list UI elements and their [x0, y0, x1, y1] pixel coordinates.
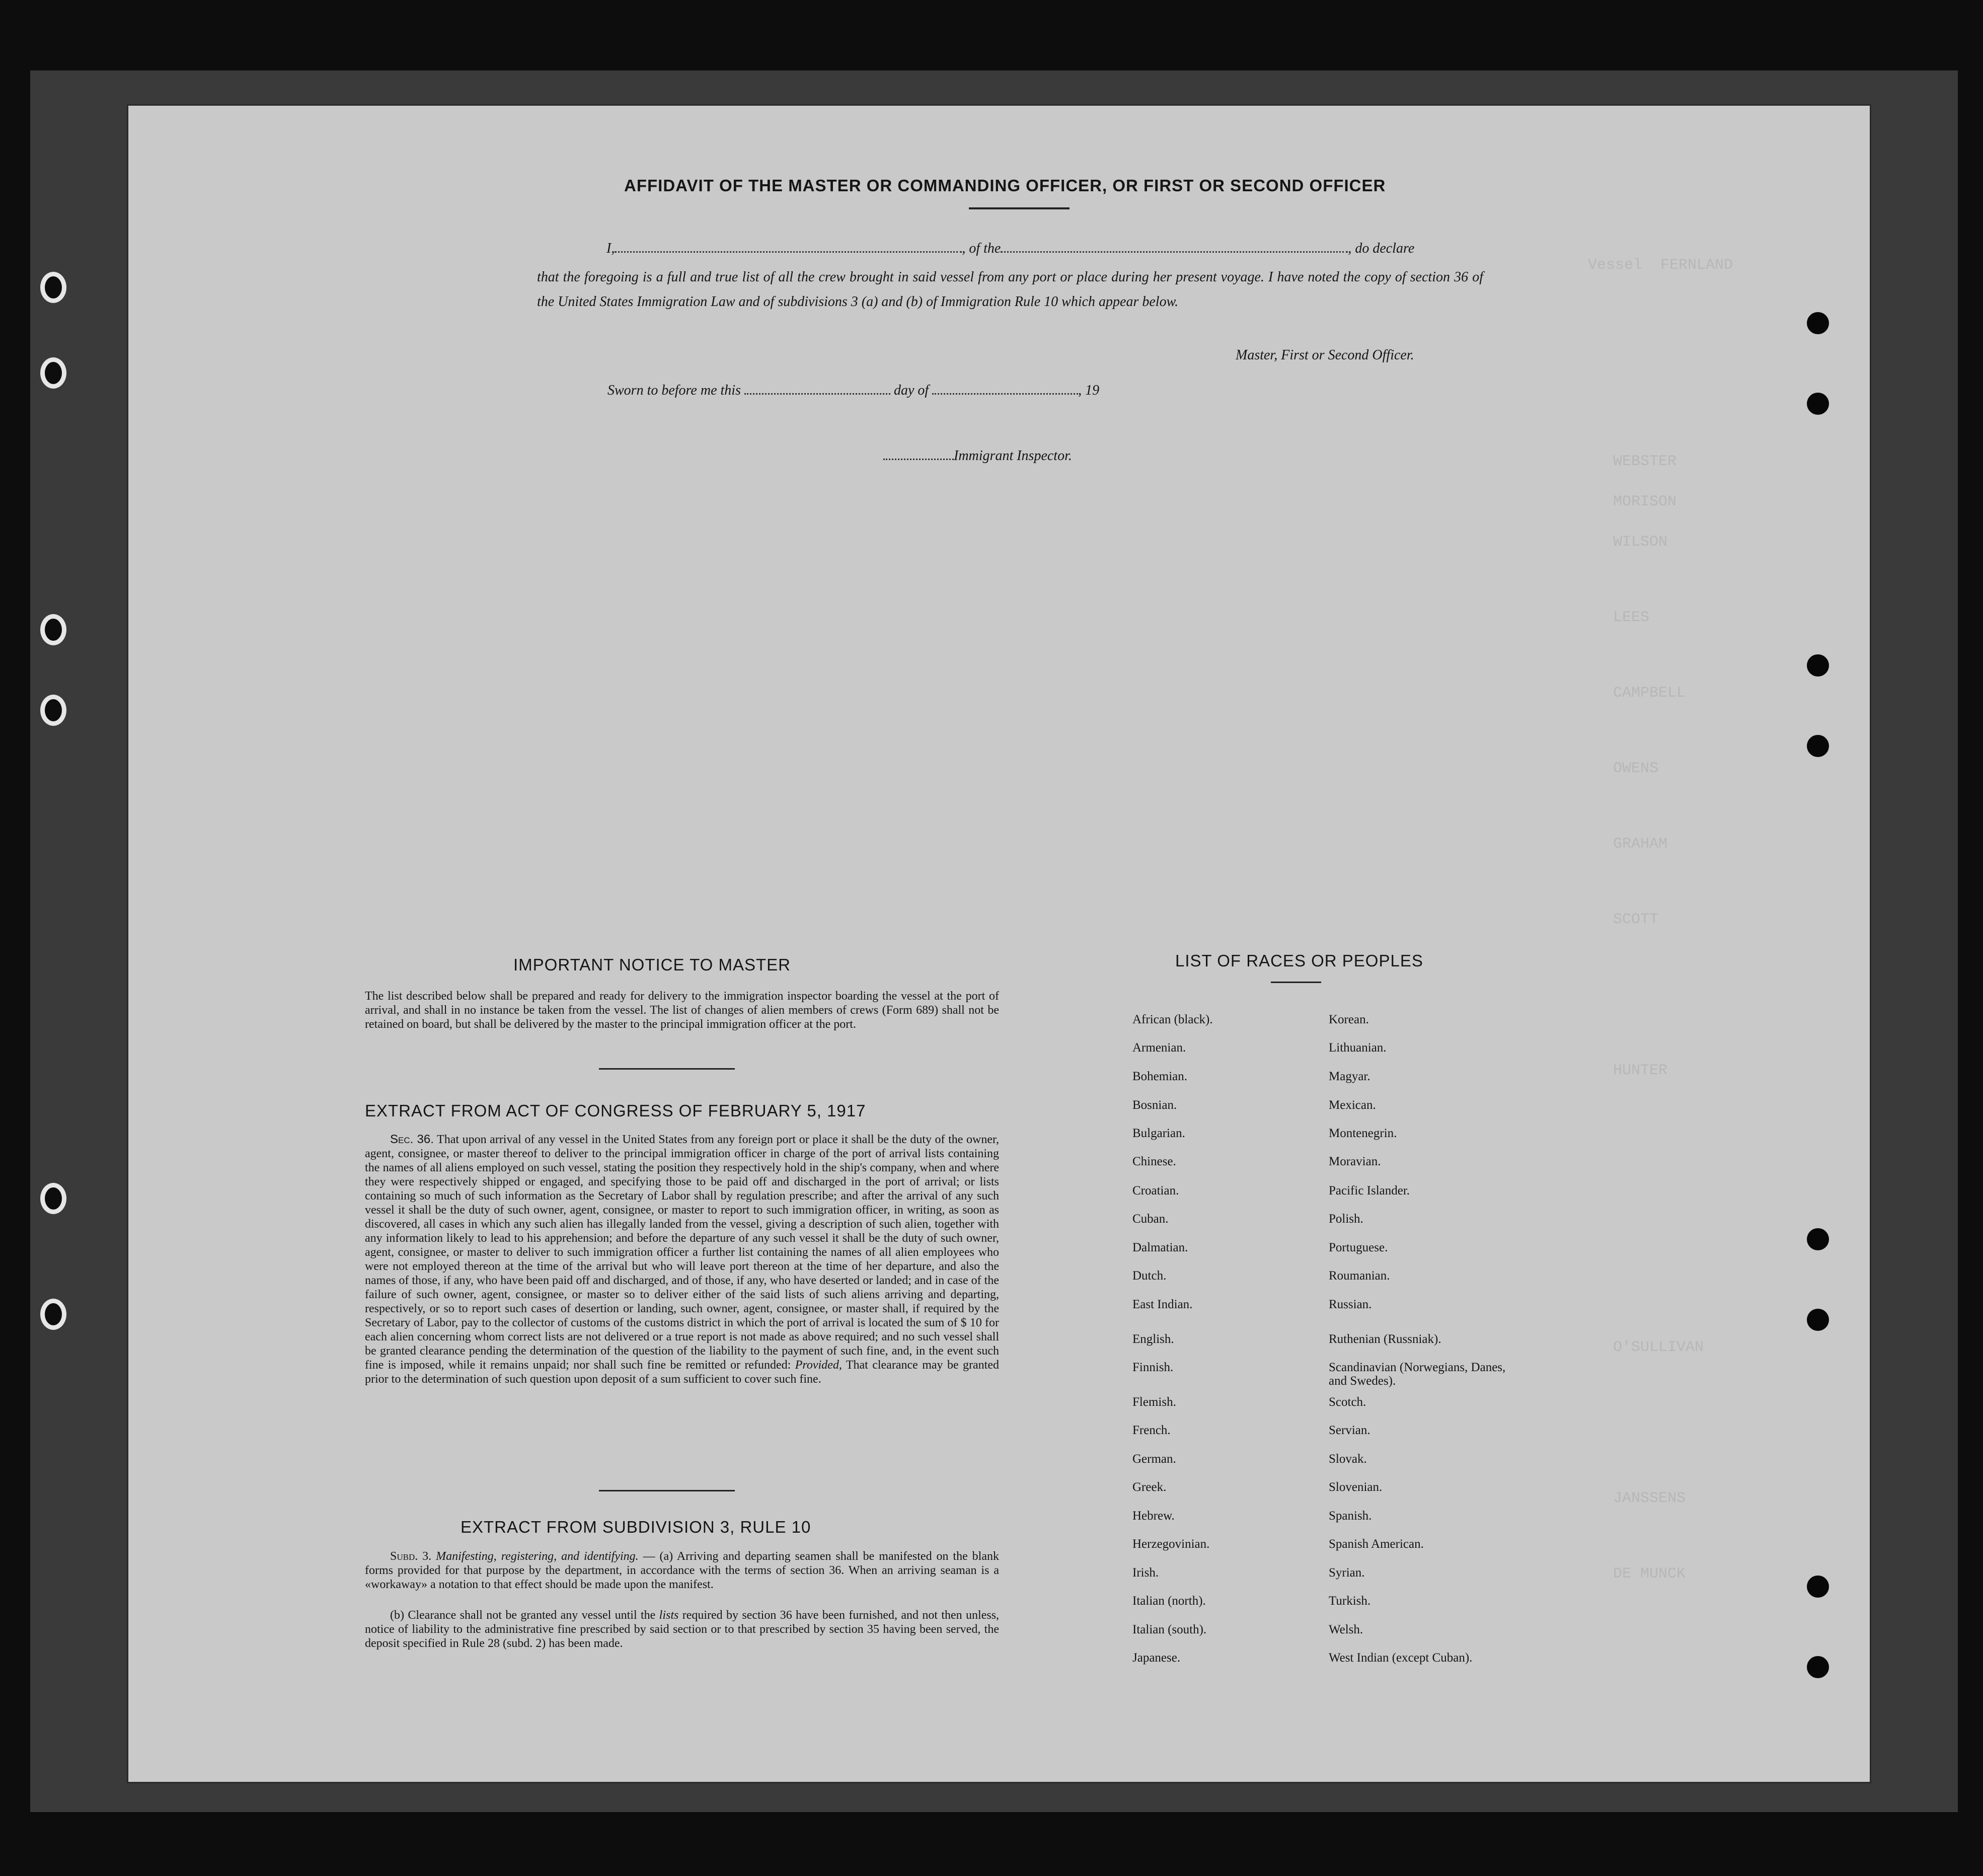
race-item: Scotch. — [1329, 1395, 1366, 1409]
part-b-text-end: required by section 36 have been furnished, and not then unless, notice of liability to the administrative fine prescribed by said section or to that prescribed by section 35 having been served, the deposit specified in Rule 28 (subd. 2) has been made. — [365, 1609, 1000, 1650]
bleed-through: Vessel FERNLAND — [1588, 257, 1733, 274]
race-item: Slovak. — [1329, 1452, 1367, 1466]
race-item: Italian (south). — [1132, 1623, 1207, 1636]
sworn-label: Sworn to before me this — [607, 383, 741, 398]
rule-part-b — [365, 1608, 999, 1650]
binder-hole — [40, 614, 66, 645]
part-a-text: Arriving and departing seamen shall be manifested on the blank forms provided for that purpose by the department, in accordance with the terms of section 36. When an arriving seaman is a «workaway» a notation to that effect should be made upon the manifest. — [365, 1550, 1000, 1591]
bleed-through: WILSON — [1613, 534, 1668, 551]
document-page — [128, 106, 1870, 1782]
declare-label: , do declare — [1348, 241, 1415, 256]
sworn-day-field[interactable] — [744, 390, 890, 395]
punch-mark — [1807, 1309, 1829, 1331]
sworn-month-field[interactable] — [932, 390, 1078, 395]
bleed-through: MORISON — [1613, 493, 1677, 510]
notice-text: The list described below shall be prepared and ready for delivery to the immigration inspector boarding the vessel at the port of arrival, and shall in no instance be taken from the vessel. The list of changes of alien members of crews (Form 689) shall not be retained on board, but shall be delivered by the master to the principal immigration officer at the port. — [365, 990, 999, 1031]
race-item: French. — [1132, 1423, 1171, 1437]
bleed-through: GRAHAM — [1613, 836, 1668, 853]
punch-mark — [1807, 312, 1829, 334]
race-item: Croatian. — [1132, 1184, 1179, 1197]
race-item: Armenian. — [1132, 1041, 1186, 1055]
race-item: Lithuanian. — [1329, 1041, 1387, 1055]
race-item: Dalmatian. — [1132, 1241, 1188, 1254]
part-b-lists: lists — [659, 1609, 679, 1622]
race-item: Flemish. — [1132, 1395, 1176, 1409]
act-divider — [599, 1490, 735, 1491]
race-item: Syrian. — [1329, 1566, 1365, 1580]
race-item: Dutch. — [1132, 1269, 1167, 1283]
rule-heading: EXTRACT FROM SUBDIVISION 3, RULE 10 — [461, 1518, 811, 1536]
binder-hole — [40, 357, 66, 389]
declarant-label: I, — [606, 241, 615, 256]
declarant-name-field[interactable] — [615, 248, 962, 253]
affidavit-title: AFFIDAVIT OF THE MASTER OR COMMANDING OFFICER, OR FIRST OR SECOND OFFICER — [624, 176, 1386, 195]
notice-divider — [599, 1068, 735, 1070]
race-item: Italian (north). — [1132, 1594, 1206, 1608]
part-b-label: (b) — [390, 1609, 404, 1622]
race-item: Japanese. — [1132, 1651, 1181, 1665]
race-item: Bohemian. — [1132, 1070, 1188, 1083]
act-text — [365, 1133, 999, 1386]
inspector-line — [883, 448, 1072, 464]
race-item: Mexican. — [1329, 1098, 1376, 1112]
race-item: Russian. — [1329, 1298, 1372, 1311]
year-label: , 19 — [1078, 383, 1100, 398]
race-item: Irish. — [1132, 1566, 1159, 1580]
race-item: Korean. — [1329, 1013, 1369, 1026]
punch-mark — [1807, 1575, 1829, 1598]
section-label: Sec. 36. — [390, 1133, 434, 1146]
inspector-label: Immigrant Inspector. — [954, 448, 1072, 464]
punch-mark — [1807, 1656, 1829, 1678]
race-item: Turkish. — [1329, 1594, 1371, 1608]
subd-label: Subd. 3. — [390, 1550, 432, 1563]
inspector-signature-field[interactable] — [883, 456, 954, 460]
race-item: English. — [1132, 1332, 1174, 1346]
bleed-through: WEBSTER — [1613, 453, 1677, 470]
bleed-through: DE MUNCK — [1613, 1565, 1686, 1583]
race-item: Bosnian. — [1132, 1098, 1177, 1112]
day-of-label: day of — [893, 383, 929, 398]
signature-label: Master, First or Second Officer. — [1236, 347, 1414, 363]
sworn-line — [607, 383, 1099, 399]
race-item: Moravian. — [1329, 1155, 1381, 1168]
race-item: Herzegovinian. — [1132, 1537, 1210, 1551]
race-item: Greek. — [1132, 1480, 1167, 1494]
rule-part-a — [365, 1549, 999, 1592]
race-item: Servian. — [1329, 1423, 1370, 1437]
affidavit-body: that the foregoing is a full and true list of all the crew brought in said vessel from any port or place during her present voyage. I have noted the copy of section 36 of the United States Immigration Law and of subdivisions 3 (a) and (b) of Immigration Rule 10 which appear below. — [537, 269, 1483, 310]
bleed-through: OWENS — [1613, 760, 1659, 777]
bleed-through: JANSSENS — [1613, 1490, 1686, 1507]
punch-mark — [1807, 1228, 1829, 1250]
race-item: Ruthenian (Russniak). — [1329, 1332, 1441, 1346]
punch-mark — [1807, 393, 1829, 415]
race-item: Cuban. — [1132, 1212, 1169, 1226]
race-item: Polish. — [1329, 1212, 1363, 1226]
bleed-through: CAMPBELL — [1613, 685, 1686, 702]
act-heading: EXTRACT FROM ACT OF CONGRESS OF FEBRUARY 5, 1917 — [365, 1101, 866, 1120]
race-item: Welsh. — [1329, 1623, 1363, 1636]
binder-hole — [40, 1183, 66, 1214]
provided-label: Provided, — [795, 1359, 842, 1372]
subd-title: Manifesting, registering, and identifying. — [436, 1550, 639, 1563]
race-item: Spanish. — [1329, 1509, 1372, 1523]
race-item: East Indian. — [1132, 1298, 1193, 1311]
punch-mark — [1807, 654, 1829, 677]
race-item: German. — [1132, 1452, 1176, 1466]
race-item: Pacific Islander. — [1329, 1184, 1410, 1197]
binder-hole — [40, 695, 66, 726]
binder-hole — [40, 272, 66, 303]
races-heading: LIST OF RACES OR PEOPLES — [1175, 951, 1423, 970]
binder-hole — [40, 1299, 66, 1330]
punch-mark — [1807, 735, 1829, 757]
race-item: Hebrew. — [1132, 1509, 1175, 1523]
race-item: Scandinavian (Norwegians, Danes, and Swedes). — [1329, 1361, 1506, 1388]
races-divider — [1271, 982, 1321, 983]
race-item: Montenegrin. — [1329, 1127, 1397, 1140]
vessel-name-field[interactable] — [1001, 248, 1348, 253]
part-a-label: — (a) — [643, 1550, 673, 1563]
bleed-through: HUNTER — [1613, 1062, 1668, 1079]
race-item: Bulgarian. — [1132, 1127, 1185, 1140]
act-body: That upon arrival of any vessel in the United States from any foreign port or place it shall be the duty of the owner, agent, consignee, or master thereof to deliver to the principal immigration officer in charge of the port of arrival lists containing the names of all aliens employed on such vessel, stating the position they respectively hold in the ship's company, when and where they were respectively shipped or engaged, and specifying those to be paid off and discharged in the port of arrival; or lists containing so much of such information as the Secretary of Labor shall by regulation prescribe; and after the arrival of any such vessel it shall be the duty of such owner, agent, consignee, or master to report to such immigration officer, in writing, as soon as discovered, all cases in which any such alien has illegally landed from the vessel, giving a description of such alien, together with any information likely to lead to his apprehension; and before the departure of any such vessel it shall be the duty of such owner, agent, consignee, or master to deliver to such immigration officer a further list containing the names of all alien employees who were not employed thereon at the time of the arrival but who will leave port thereon at the time of her departure, and also the names of those, if any, who have been paid off and discharged, and of those, if any, who have deserted or landed; and in case of the failure of such owner, agent, consignee, or master so to deliver either of the said lists of such aliens arriving and departing, respectively, or so to report such cases of desertion or landing, such owner, agent, consignee, or master shall, if required by the Secretary of Labor, pay to the collector of customs of the customs district in which the port of arrival is located the sum of $ 10 for each alien concerning whom correct lists are not delivered or a true report is not made as above required; and no such vessel shall be granted clearance pending the determination of the question of the liability to the payment of such fine, and, in the event such fine is imposed, while it remains unpaid; nor shall such fine be remitted or refunded: — [365, 1133, 999, 1372]
declaration-line — [606, 241, 1482, 257]
race-item: Slovenian. — [1329, 1480, 1383, 1494]
race-item: Spanish American. — [1329, 1537, 1424, 1551]
vessel-label: , of the — [962, 241, 1001, 256]
notice-heading: IMPORTANT NOTICE TO MASTER — [513, 955, 791, 974]
race-item: African (black). — [1132, 1013, 1213, 1026]
bleed-through: SCOTT — [1613, 911, 1659, 928]
race-item: Chinese. — [1132, 1155, 1176, 1168]
race-item: Portuguese. — [1329, 1241, 1388, 1254]
title-divider — [969, 207, 1070, 209]
race-item: Roumanian. — [1329, 1269, 1390, 1283]
race-item: Magyar. — [1329, 1070, 1370, 1083]
act-body-end: That clearance may be granted prior to the determination of such question upon deposit of a sum sufficient to cover such fine. — [365, 1359, 999, 1386]
part-b-text: Clearance shall not be granted any vessel until the — [408, 1609, 656, 1622]
bleed-through: O'SULLIVAN — [1613, 1339, 1704, 1356]
bleed-through: LEES — [1613, 609, 1650, 626]
race-item: West Indian (except Cuban). — [1329, 1651, 1473, 1665]
race-item: Finnish. — [1132, 1361, 1174, 1374]
